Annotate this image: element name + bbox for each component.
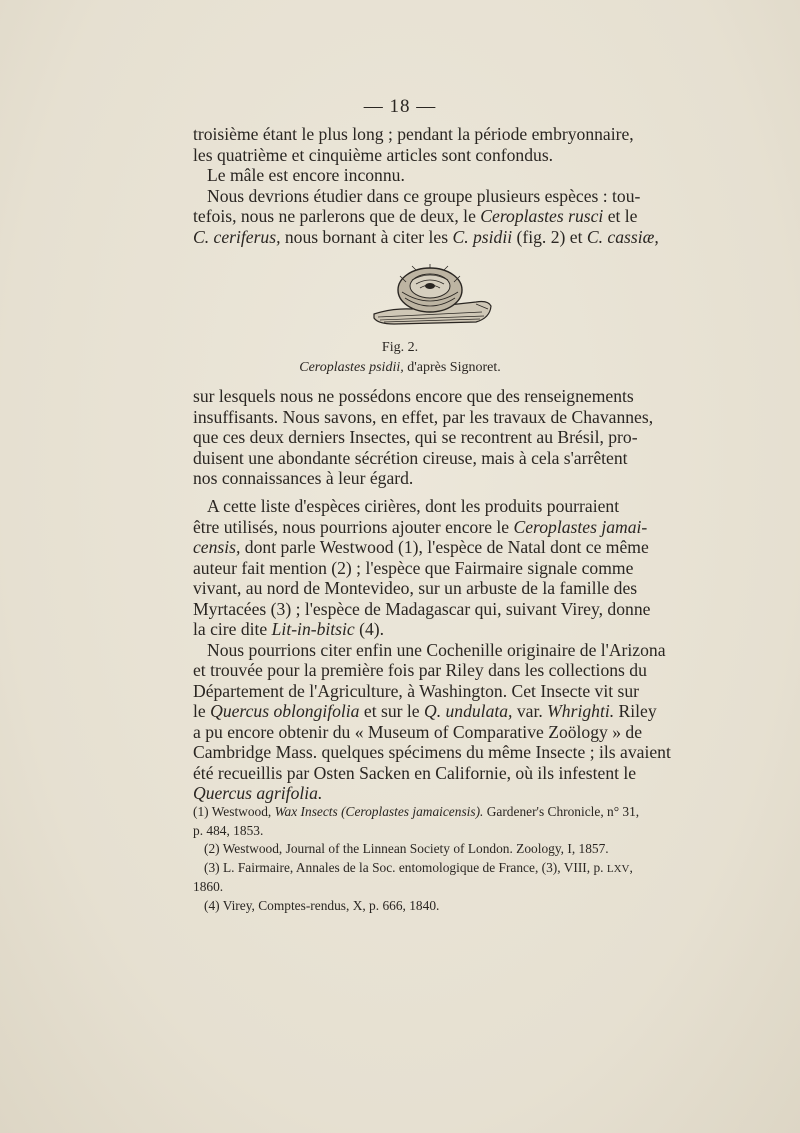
footnote: (2) Westwood, Journal of the Linnean Society of London. Zoology, I, 1857. [204, 841, 609, 856]
text-line: que ces deux derniers Insectes, qui se recontrent au Brésil, pro- [193, 427, 638, 447]
species-name: Whrighti. [547, 701, 615, 721]
text-line: auteur fait mention (2) ; l'espèce que Fairmaire signale comme [193, 557, 634, 578]
text-line: Cambridge Mass. quelques spécimens du même Insecte ; ils avaient [193, 742, 671, 762]
text-line: insuffisants. Nous savons, en effet, par les travaux de Chavannes, [193, 406, 654, 427]
text-line: Le mâle est encore inconnu. [207, 165, 405, 185]
footnotes [193, 803, 669, 915]
paragraph-2 [193, 386, 697, 489]
text-run: le [193, 701, 211, 721]
text-line [193, 517, 697, 538]
footnote [193, 803, 669, 822]
text-line [193, 701, 697, 722]
text-run: (fig. 2) et [512, 226, 587, 247]
text-run: (3) L. Fairmaire, Annales de la Soc. entomologique de France, (3), VIII, p. [204, 859, 607, 875]
text-run: , [629, 859, 633, 875]
text-run: (4). [354, 619, 385, 639]
page-number: — 18 — [363, 96, 437, 117]
text-line: sur lesquels nous ne possédons encore que des renseignements [193, 386, 634, 406]
species-name: Ceroplastes psidii, [299, 360, 404, 375]
text-run: et le [603, 206, 638, 226]
species-name: Quercus agrifolia. [193, 783, 323, 803]
species-name: Quercus oblongifolia [210, 701, 360, 721]
work-title: Wax Insects (Ceroplastes jamaicensis). [274, 804, 484, 819]
text-line: vivant, au nord de Montevideo, sur un arbuste de la famille des [193, 578, 638, 598]
text-run: var. [512, 701, 548, 721]
paragraph-3 [193, 496, 697, 804]
footnote: (4) Virey, Comptes-rendus, X, p. 666, 1840. [204, 897, 440, 913]
text-line: troisième étant le plus long ; pendant la période embryonnaire, [193, 124, 634, 144]
text-line: Nous devrions étudier dans ce groupe plusieurs espèces : tou- [207, 185, 641, 206]
text-run: et sur le [359, 701, 424, 721]
text-line [193, 206, 697, 227]
footnote-continuation: 1860. [193, 879, 224, 894]
footnote-continuation: p. 484, 1853. [193, 822, 264, 838]
species-name: C. cassiæ, [586, 226, 659, 247]
text-line: Myrtacées (3) ; l'espèce de Madagascar qui, suivant Virey, donne [193, 598, 651, 619]
figure-label: Fig. 2. [381, 340, 419, 355]
footnote [193, 859, 669, 879]
paragraph-1 [193, 124, 697, 247]
text-run: (1) Westwood, [193, 804, 275, 819]
text-line: Département de l'Agriculture, à Washington. Cet Insecte vit sur [193, 680, 640, 701]
species-name: Ceroplastes rusci [480, 206, 604, 226]
text-line [193, 619, 697, 640]
figure-caption [0, 338, 800, 378]
text-run: nous bornant à citer les [280, 226, 453, 247]
text-line: les quatrième et cinquième articles sont confondus. [193, 144, 554, 165]
text-line: duisent une abondante sécrétion cireuse, mais à cela s'arrêtent [193, 447, 628, 468]
text-line [193, 537, 697, 558]
species-name: Q. undulata, [423, 701, 513, 721]
text-run: tefois, nous ne parlerons que de deux, le [193, 206, 481, 226]
text-line: A cette liste d'espèces cirières, dont les produits pourraient [207, 496, 620, 516]
text-line [193, 227, 697, 248]
text-line: nos connaissances à leur égard. [193, 468, 414, 488]
text-run: Gardener's Chronicle, n° 31, [483, 804, 640, 819]
text-run: dont parle Westwood (1), l'espèce de Natal dont ce même [240, 537, 649, 557]
figure-caption-text [0, 358, 800, 378]
species-name: C. psidii [452, 226, 513, 247]
text-line: a pu encore obtenir du « Museum of Comparative Zoölogy » de [193, 721, 643, 742]
figure-ceroplastes-psidii [372, 262, 492, 330]
species-name: C. ceriferus, [193, 226, 281, 247]
text-line: et trouvée pour la première fois par Riley dans les collections du [193, 660, 647, 680]
species-name: Ceroplastes jamai- [513, 516, 648, 537]
text-run: être utilisés, nous pourrions ajouter encore le [193, 516, 514, 537]
term-name: Lit-in-bitsic [271, 619, 355, 639]
roman-numeral: LXV [606, 862, 630, 875]
text-run: Riley [614, 701, 657, 721]
species-name: censis, [193, 537, 241, 557]
text-line: été recueillis par Osten Sacken en Californie, où ils infestent le [193, 762, 637, 783]
text-run: la cire dite [193, 619, 272, 639]
text-line: Nous pourrions citer enfin une Cochenille originaire de l'Arizona [207, 639, 666, 660]
text-run: d'après Signoret. [403, 360, 501, 375]
